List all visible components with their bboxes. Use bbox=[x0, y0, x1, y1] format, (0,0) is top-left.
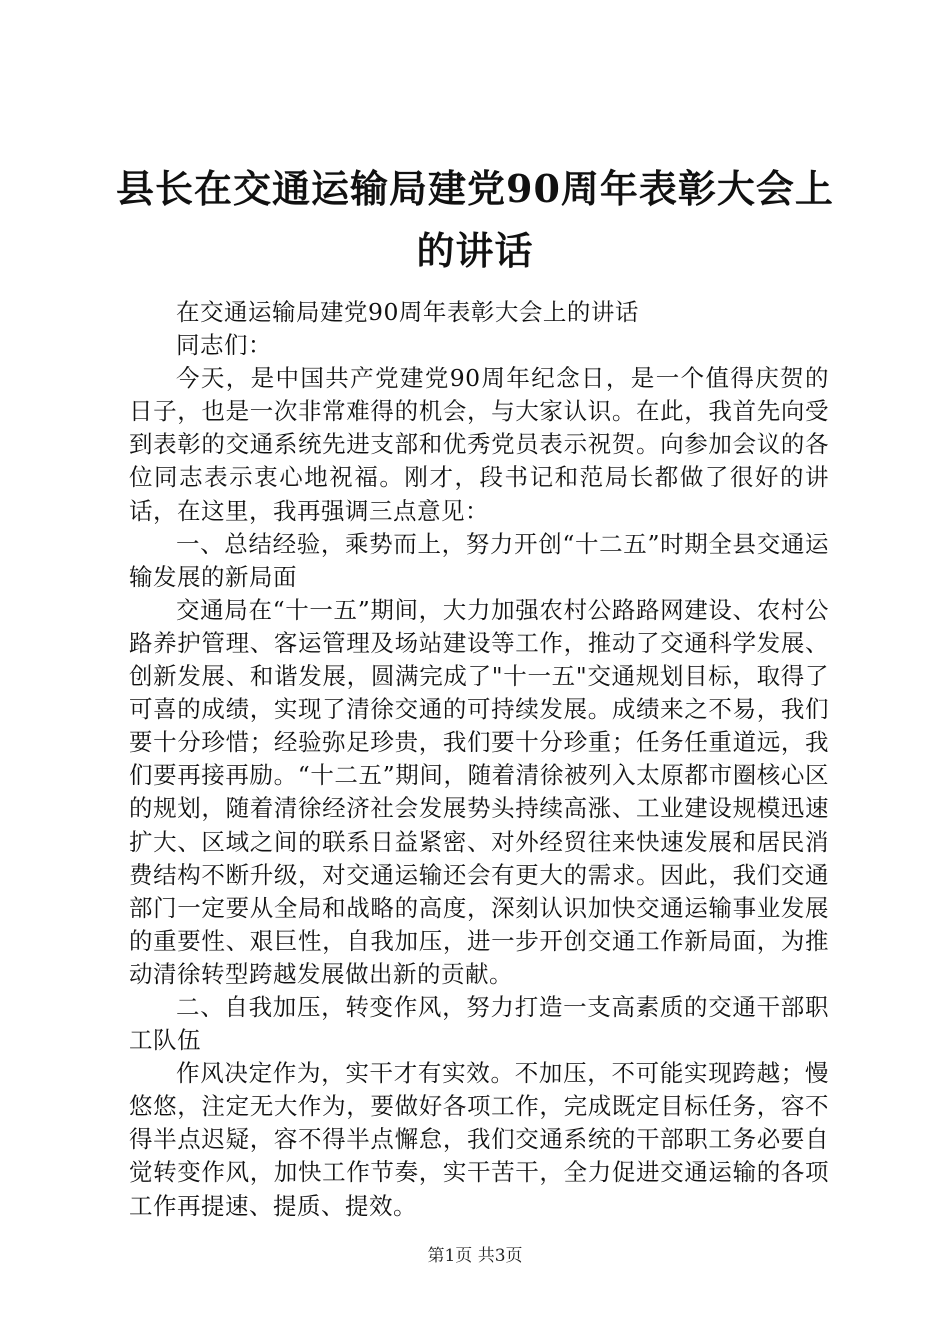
page-footer: 第1页 共3页 bbox=[427, 1246, 523, 1266]
salutation-paragraph: 同志们： bbox=[176, 331, 272, 360]
section-heading-2: 二、自我加压，转变作风，努力打造一支高素质的交通干部职工队伍 bbox=[129, 992, 829, 1055]
intro-paragraph: 今天，是中国共产党建党90周年纪念日，是一个值得庆贺的日子，也是一次非常难得的机会，与大家认识。在此，我首先向受到表彰的交通系统先进支部和优秀党员表示祝贺。向参加会议的各位同志表示衷心地祝福。刚才，段书记和范局长都做了很好的讲话，在这里，我再强调三点意见： bbox=[129, 364, 829, 525]
section-heading-1: 一、总结经验，乘势而上，努力开创“十二五”时期全县交通运输发展的新局面 bbox=[129, 529, 829, 591]
document-title: 县长在交通运输局建党90周年表彰大会上的讲话 bbox=[116, 166, 834, 273]
subtitle-paragraph: 在交通运输局建党90周年表彰大会上的讲话 bbox=[176, 298, 639, 326]
document-body bbox=[129, 296, 829, 1223]
section-2-paragraph: 作风决定作为，实干才有实效。不加压，不可能实现跨越；慢悠悠，注定无大作为，要做好各项工作，完成既定目标任务，容不得半点迟疑，容不得半点懈怠，我们交通系统的干部职工务必要自觉转变作风，加快工作节奏，实干苦干，全力促进交通运输的各项工作再提速、提质、提效。 bbox=[129, 1059, 829, 1220]
section-1-paragraph: 交通局在“十一五”期间，大力加强农村公路路网建设、农村公路养护管理、客运管理及场站建设等工作，推动了交通科学发展、创新发展、和谐发展，圆满完成了"十一五"交通规划目标，取得了可喜的成绩，实现了清徐交通的可持续发展。成绩来之不易，我们要十分珍惜；经验弥足珍贵，我们要十分珍重；任务任重道远，我们要再接再励。“十二五”期间，随着清徐被列入太原都市圈核心区的规划，随着清徐经济社会发展势头持续高涨、工业建设规模迅速扩大、区域之间的联系日益紧密、对外经贸往来快速发展和居民消费结构不断升级，对交通运输还会有更大的需求。因此，我们交通部门一定要从全局和战略的高度，深刻认识加快交通运输事业发展的重要性、艰巨性，自我加压，进一步开创交通工作新局面，为推动清徐转型跨越发展做出新的贡献。 bbox=[129, 595, 829, 988]
